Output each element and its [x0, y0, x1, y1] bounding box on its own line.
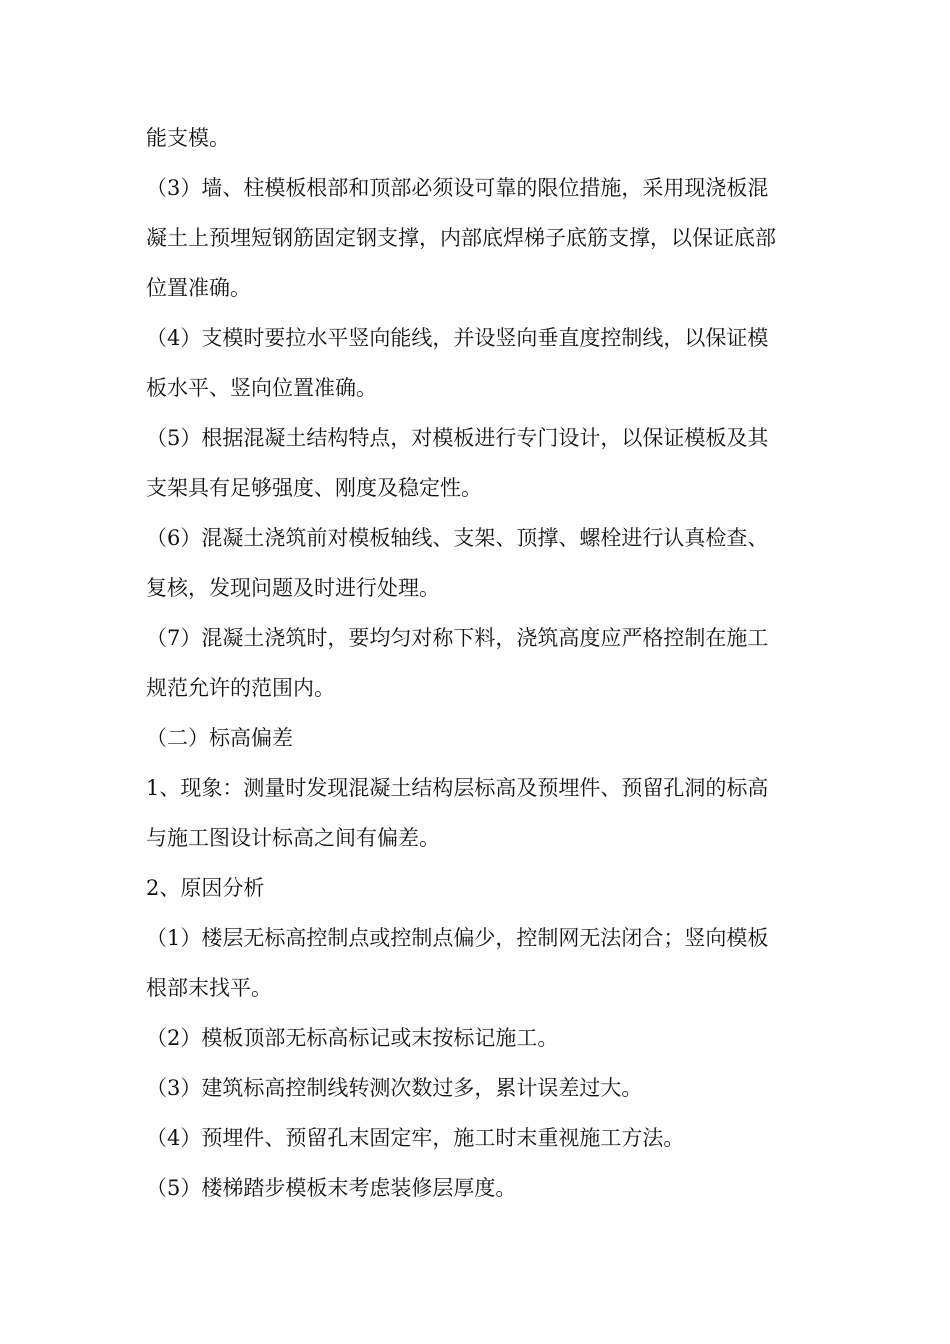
text-line: 规范允许的范围内。	[146, 676, 335, 700]
section-heading: （二）标高偏差	[146, 726, 293, 750]
document-body	[146, 113, 816, 1213]
text-line: （3）墙、柱模板根部和顶部必须设可靠的限位措施，采用现浇板混	[146, 176, 769, 200]
text-line: （1）楼层无标高控制点或控制点偏少，控制网无法闭合；竖向模板	[146, 926, 769, 950]
text-line: 根部末找平。	[146, 976, 272, 1000]
text-line: （6）混凝土浇筑前对模板轴线、支架、顶撑、螺栓进行认真检查、	[146, 526, 769, 550]
subsection-heading: 2、原因分析	[146, 876, 265, 900]
text-line: 位置准确。	[146, 276, 251, 300]
text-line: （4）预埋件、预留孔末固定牢，施工时末重视施工方法。	[146, 1126, 685, 1150]
text-line: （5）楼梯踏步模板末考虑装修层厚度。	[146, 1176, 517, 1200]
text-line: 能支模。	[146, 126, 230, 150]
text-line: 复核，发现问题及时进行处理。	[146, 576, 440, 600]
text-line: （2）模板顶部无标高标记或末按标记施工。	[146, 1026, 559, 1050]
text-line: （7）混凝土浇筑时，要均匀对称下料，浇筑高度应严格控制在施工	[146, 626, 769, 650]
text-line: （3）建筑标高控制线转测次数过多，累计误差过大。	[146, 1076, 643, 1100]
text-line: 与施工图设计标高之间有偏差。	[146, 826, 440, 850]
text-line: （5）根据混凝土结构特点，对模板进行专门设计，以保证模板及其	[146, 426, 769, 450]
text-line: （4）支模时要拉水平竖向能线，并设竖向垂直度控制线，以保证模	[146, 326, 769, 350]
text-line: 支架具有足够强度、刚度及稳定性。	[146, 476, 482, 500]
text-line: 1、现象：测量时发现混凝土结构层标高及预埋件、预留孔洞的标高	[146, 776, 769, 800]
text-line: 板水平、竖向位置准确。	[146, 376, 377, 400]
text-line: 凝土上预埋短钢筋固定钢支撑，内部底焊梯子底筋支撑，以保证底部	[146, 226, 776, 250]
